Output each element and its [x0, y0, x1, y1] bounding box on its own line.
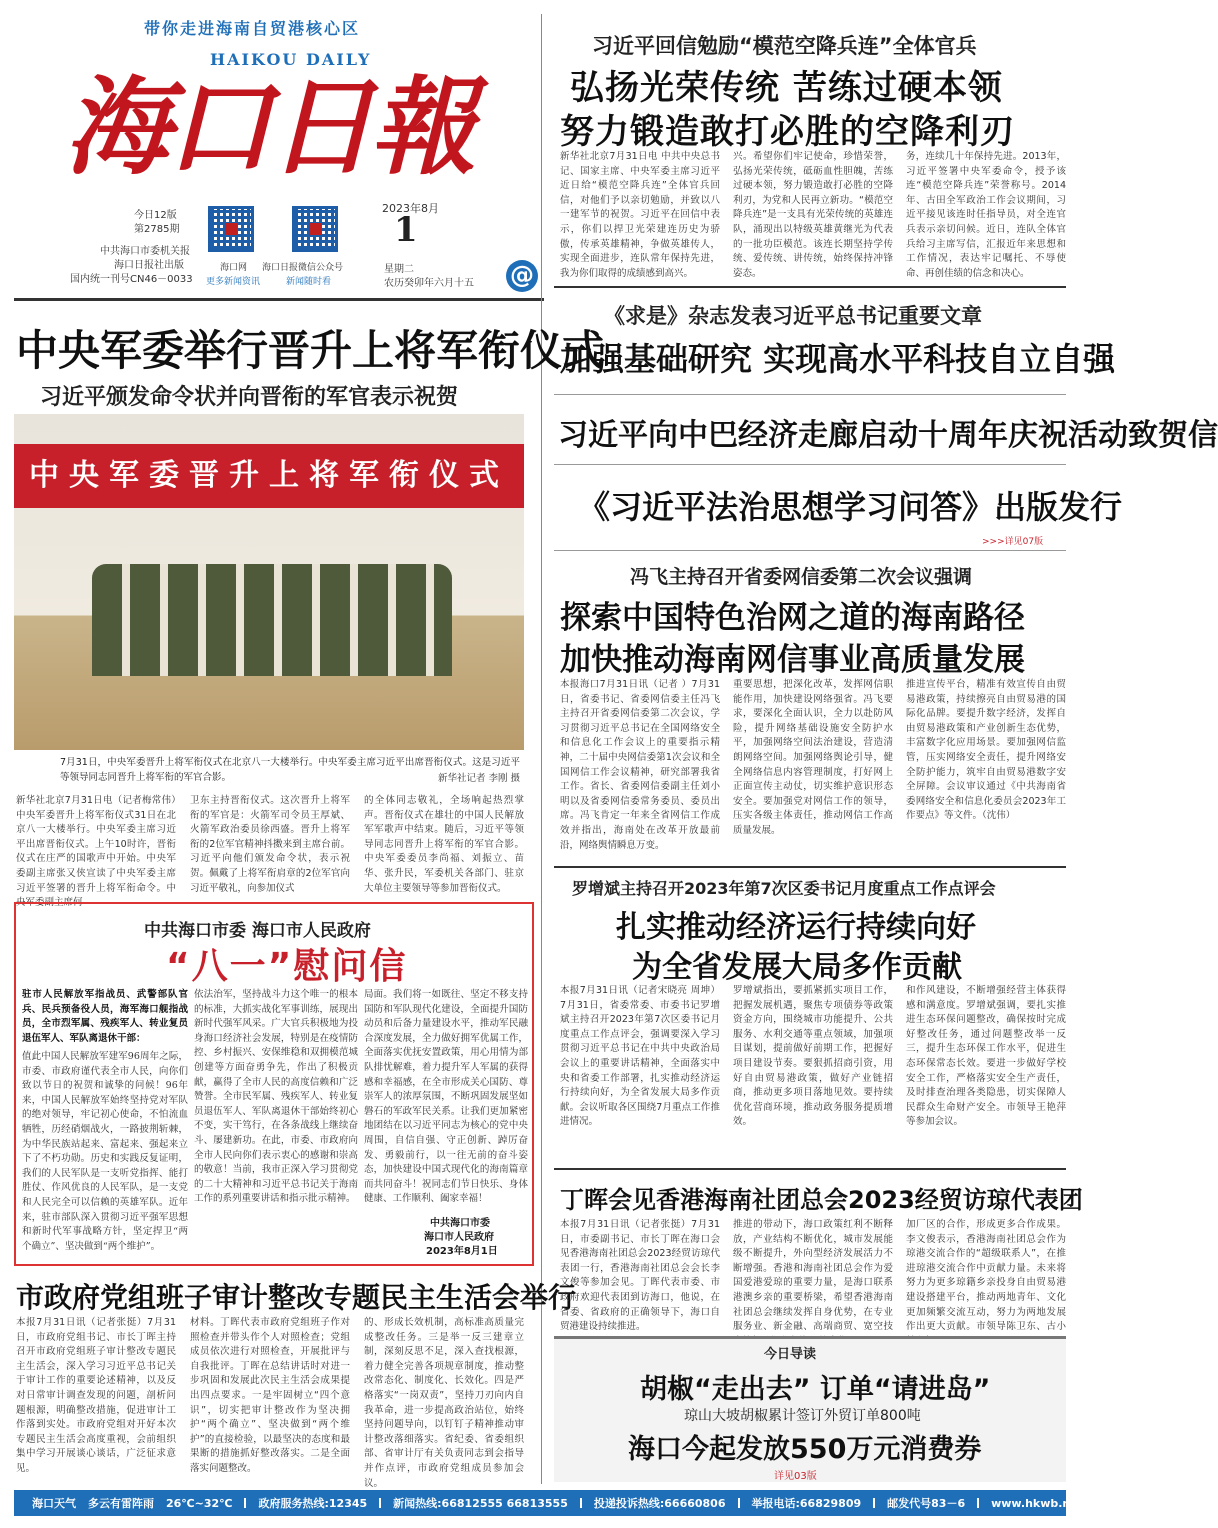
qiushi-headline: 加强基础研究 实现高水平科技自立自强: [560, 340, 1116, 378]
date-day: 1: [394, 210, 418, 250]
qiushi-rule: [554, 394, 1066, 395]
letter-sign-2: 海口市人民政府: [424, 1232, 494, 1243]
main-col-1: 新华社北京7月31日电（记者梅常伟）中央军委晋升上将军衔仪式31日在北京八一大楼举行。中央军委主席习近平出席晋衔仪式。上午10时许，晋衔仪式在庄严的国歌声中开始。中央军委副主席张又侠宣读了中央军委主席习近平签署的晋升上将军衔命令。中央军委副主席何: [16, 795, 176, 909]
letter-title: “八一”慰问信: [166, 946, 408, 987]
footer-weather: 海口天气: [32, 1497, 76, 1510]
book-rule: [554, 550, 1066, 551]
masthead-english: HAIKOU DAILY: [210, 50, 372, 69]
publication-number: 国内统一刊号CN46－0033: [70, 274, 193, 285]
qr1-sub: 更多新闻资讯: [206, 277, 261, 287]
haikou-web-qr-icon[interactable]: [208, 206, 254, 252]
internet-headline-1: 探索中国特色治网之道的海南路径: [560, 600, 1025, 636]
masthead-slogan: 带你走进海南自贸港核心区: [144, 19, 361, 38]
book-headline: 《习近平法治思想学习问答》出版发行: [578, 488, 1123, 526]
hk-col-3: 加厂区的合作，形成更多合作成果。李文俊表示，香港海南社团总会作为琼港交流合作的“超级联系人”，在推进琼港交流合作中贡献力量。未来将努力为更多琼籍乡亲投身自由贸易港建设搭建平台，推动两地青年、文化更加频繁交流互动，努力为两地发展作出更大贡献。市领导陈卫东、古小: [906, 1219, 1066, 1333]
eval-col-2: 罗增斌指出，要抓紧抓实项目工作，把握发展机遇，聚焦专项债券等政策资金方向，围绕城市功能提升、公共服务、水利交通等重点领域，加强项目谋划，提前做好前期工作，把握好项目建设节奏。要狠抓招商引资，用好自由贸易港政策，做好产业链招商，推动更多项目落地见效。要持续优化营商环境，推动政务服务提质增效。: [733, 985, 893, 1128]
main-subhead: 习近平颁发命令状并向晋衔的军官表示祝贺: [40, 385, 459, 410]
letter-box: [14, 902, 534, 1266]
airborne-col-2: 兴。希望你们牢记使命，珍惜荣誉，弘扬光荣传统，砥砺血性胆魄，苦练过硬本领，努力锻造敢打必胜的空降利刃，为党和人民再立新功。“模范空降兵连”是一支具有光荣传统的英雄连队，涌现出以特级英雄黄继光为代表的一批功臣模范。该连长期坚持学传统、爱传统、讲传统，始终保持冲锋姿态。: [733, 151, 893, 279]
hk-col-2: 推进的带动下，海口政策红利不断释放，产业结构不断优化，城市发展能级不断提升，外向型经济发展活力不断增强。香港和海南社团总会作为爱国爱港爱琼的重要力量，是海口联系港澳乡亲的重要桥梁，希望香港海南社团总会继续发挥自身优势，在专业服务业、新金融、高端商贸、宽空技: [733, 1219, 893, 1333]
masthead: [14, 10, 534, 296]
qr2-sub: 新闻随时看: [286, 277, 332, 287]
eval-rule: [554, 1168, 1066, 1170]
square-icon: [738, 1498, 740, 1508]
main-photo: [14, 414, 524, 750]
footer-gov-hotline: 政府服务热线:12345: [258, 1497, 368, 1510]
guide-label: 今日导读: [764, 1347, 817, 1362]
cpec-headline: 习近平向中巴经济走廊启动十周年庆祝活动致贺信: [558, 418, 1218, 453]
internet-kicker: 冯飞主持召开省委网信委第二次会议强调: [630, 566, 973, 588]
guide-jump-link[interactable]: 详见03版: [774, 1471, 817, 1482]
audit-col-1: 本报7月31日讯（记者张挺）7月31日，市政府党组书记、市长丁晖主持召开市政府党组班子审计整改专题民主生活会，深入学习习近平总书记关于审计工作的重要论述精神，以及反对日常审计调查发现的问题，剖析问题根源，明确整改措施，促进审计工作落到实处。市政府党组对开好本次专题民主生活会高度重视，会前组织集中学习开展谈心谈话，广泛征求意见。: [16, 1317, 176, 1474]
square-icon: [580, 1498, 582, 1508]
square-icon: [244, 1498, 246, 1508]
eval-col-3: 和作风建设，不断增强经营主体获得感和满意度。罗增斌强调，要扎实推进生态环保问题整改，确保按时完成好整改任务，通过问题整改举一反三，提升生态环保工作水平，促进生态环保常态长效。要进一步做好学校安全工作，严格落实安全生产责任，及时排查治理各类隐患，切实保障人民群众生命财产安全。市领导王艳萍等参加会议。: [906, 985, 1066, 1128]
guide-box: [554, 1336, 1066, 1482]
internet-col-1: 本报海口7月31日讯（记者 ）7月31日，省委书记、省委网信委主任冯飞主持召开省委网信委第二次会议，学习贯彻习近平总书记在全国网络安全和信息化工作会议上的重要指示精神，二十届中央网信委第1次会议和全国网信工作会议精神，研究部署我省工作。省长、省委网信委副主任刘小明以及省委网信委常务委员、委员出席。冯飞肯定一年来全省网信工作成效并指出，海南处在改革开放最前沿，网络舆情瞬息万变。: [560, 679, 720, 851]
lunar-date: 农历癸卯年六月十五: [384, 278, 474, 289]
page-count: 今日12版: [134, 210, 177, 221]
footer-news-hotline: 新闻热线:66812555 66813555: [393, 1497, 568, 1510]
airborne-kicker: 习近平回信勉励“模范空降兵连”全体官兵: [592, 34, 977, 58]
eval-col-1: 本报7月31日讯（记者宋晓亮 周坤）7月31日，省委常委、市委书记罗增斌主持召开2023年第7次区委书记月度重点工作点评会，强调要深入学习贯彻习近平总书记在中共中央政治局会议上的重要讲话精神，全面落实中央和省委工作部署，扎实推动经济运行持续向好，为全省发展大局多作贡献。会议听取各区围绕7月重点工作推进情况。: [560, 985, 720, 1128]
footer-temp: 26℃~32℃: [166, 1496, 233, 1510]
letter-col-2: 依法治军，坚持战斗力这个唯一的根本的标准，大抓实战化军事训练，展现出新时代强军风采。广大官兵积极地为投身海口经济社会发展，特别是在疫情防控、乡村振兴、安保维稳和双拥模范城创建等方面奋勇争先，作出了积极贡献，赢得了全市人民的高度信赖和广泛赞誉。全市民军属、残疾军人、转业复员退伍军人、军队离退休干部始终初心不变，实干笃行，在各条战线上继续奋斗、屡建新功。在此，市委、市政府向全市人民向你们表示衷心的感谢和崇高的敬意！当前，我市正深入学习贯彻党的二十大精神和习近平总书记关于海南工作的系列重要讲话和指示批示精神。: [194, 989, 358, 1205]
internet-col-3: 推进宣传平台，精准有效宣传自由贸易港政策，持续擦亮自由贸易港的国际化品牌。要提升数字经济，发挥自由贸易港政策和产业创新生态优势，丰富数字化应用场景。要加强网信监管，压实网络安全责任，提升网络安全防护能力，筑牢自由贸易港数字安全屏障。会议审议通过《中共海南省委网络安全和信息化委员会2023年工作要点》等文件。（沈伟）: [906, 679, 1066, 822]
audit-col-3: 的、形成长效机制，高标准高质量完成整改任务。三是举一反三建章立制，深刻反思不足，深入查找根源，着力健全完善各项规章制度，推动整改常态化、制度化、长效化。四是严格落实“一岗双责”，坚持刀刃向内自我革命，进一步提高政治站位，始终坚持问题导向，以钉钉子精神推动审计整改落细落实。省纪委、省委组织部、省审计厅有关负责同志到会指导并作点评，市政府党组成员参加会议。: [364, 1317, 524, 1489]
weekday: 星期二: [384, 264, 414, 275]
audit-headline: 市政府党组班子审计整改专题民主生活会举行: [16, 1281, 577, 1314]
book-jump-link[interactable]: >>>详见07版: [982, 537, 1044, 547]
main-col-2: 卫东主持晋衔仪式。这次晋升上将军衔的军官是：火箭军司令员王厚斌、火箭军政治委员徐西盛。晋升上将军衔的2位军官精神抖擞来到主席台前。习近平向他们颁发命令状，表示祝贺。佩戴了上将军衔肩章的2位军官向习近平敬礼，向参加仪式: [190, 795, 350, 894]
audit-col-2: 材料。丁晖代表市政府党组班子作对照检查并带头作个人对照检查；党组成员依次进行对照检查，开展批评与自我批评。丁晖在总结讲话时对进一步巩固和发展此次民主生活会成果提出四点要求。一是牢固树立“四个意识”，切实把审计整改作为坚决拥护“两个确立”、坚决做到“两个维护”的直接检验，以最坚决的态度和最果断的措施抓好整改落实。二是全面落实问题整改。: [190, 1317, 350, 1474]
photo-caption: 7月31日，中央军委晋升上将军衔仪式在北京八一大楼举行。中央军委主席习近平出席晋衔仪式。这是习近平等领导同志同晋升上将军衔的军官合影。: [60, 757, 520, 783]
letter-lead: 驻市人民解放军指战员、武警部队官兵、民兵预备役人员，海军海口舰指战员，全市烈军属、残疾军人、转业复员退伍军人、军队离退休干部：: [22, 989, 188, 1044]
eval-kicker: 罗增斌主持召开2023年第7次区委书记月度重点工作点评会: [572, 879, 996, 898]
column-divider: [541, 14, 542, 1484]
letter-col-3: 局面。我们将一如既往、坚定不移支持国防和军队现代化建设，全面提升国防动员和后备力量建设水平，推动军民融合深度发展，全力做好拥军优属工作，全面落实优抚安置政策，用心用情为部队排忧解难，着力提升军人军属的获得感和幸福感，在全市形成关心国防、尊崇军人的浓厚氛围，不断巩固发展坚如磐石的军政军民关系。让我们更加紧密地团结在以习近平同志为核心的党中央周围，自信自强、守正创新、踔厉奋发、勇毅前行，以一往无前的奋斗姿态，加快建设中国式现代化的海南篇章而共同奋斗！祝同志们节日快乐、身体健康、工作顺利、阖家幸福！: [364, 989, 528, 1205]
airborne-rule: [554, 286, 1066, 288]
at-icon[interactable]: @: [506, 260, 538, 292]
letter-sign-1: 中共海口市委: [430, 1218, 490, 1229]
letter-kicker: 中共海口市委 海口市人民政府: [144, 921, 371, 941]
square-icon: [873, 1498, 875, 1508]
square-icon: [977, 1498, 979, 1508]
footer-weather-desc: 多云有雷阵雨: [88, 1497, 154, 1510]
internet-rule: [554, 866, 1066, 868]
internet-col-2: 重要思想，把深化改革，发挥网信职能作用，加快建设网络强省。冯飞要求，要深化全面认识，全力以赴防风险，提升网络基础设施安全防护水平，加强网络空间法治建设，营造清朗网络空间。加强网络舆论引导，健全网络信息内容管理制度，打好网上正面宣传主动仗，切实维护意识形态安全。要加强党对网信工作的领导，压实各级主体责任，推动网信工作高质量发展。: [733, 679, 893, 836]
photo-credit: 新华社记者 李刚 摄: [437, 773, 520, 784]
square-icon: [379, 1498, 381, 1508]
masthead-rule: [14, 298, 544, 301]
letter-col-1: 值此中国人民解放军建军96周年之际，市委、市政府谨代表全市人民，向你们致以节日的祝贺和诚挚的问候！96年来，中国人民解放军始终坚持党对军队的绝对领导，牢记初心使命，不怕流血牺牲，历经硝烟战火，一路披荆斩棘，为中华民族站起来、富起来、强起来立下了不朽功勋。历史和实践反复证明，我们的人民军队是一支听党指挥、能打胜仗、作风优良的人民军队，是一支党和人民完全可以信赖的英雄军队。近年来，驻市部队深入贯彻习近平强军思想和新时代军事战略方针，坚定捍卫“两个确立”、坚决做到“两个维护”。: [22, 1051, 188, 1252]
sponsor-line-2: 海口日报社出版: [114, 260, 184, 271]
qiushi-kicker: 《求是》杂志发表习近平总书记重要文章: [604, 304, 982, 328]
qr2-label: 海口日报微信公众号: [262, 263, 344, 273]
footer-delivery-hotline: 投递投诉热线:66660806: [593, 1497, 726, 1510]
letter-date: 2023年8月1日: [426, 1246, 498, 1257]
airborne-headline-2: 努力锻造敢打必胜的空降利刃: [560, 112, 1015, 152]
photo-banner: 中央军委晋升上将军衔仪式: [14, 444, 524, 508]
guide-title-2[interactable]: 海口今起发放550万元消费券: [628, 1434, 982, 1465]
airborne-col-3: 务，连续几十年保持先进。2013年，习近平签署中央军委命令，授予该连“模范空降兵连”荣誉称号。2014年、古田全军政治工作会议期间，习近平接见该连时任指导员，对全连官兵表示亲切问候。近日，连队全体官兵给习主席写信，汇报近年来思想和工作情况，表达牢记嘱托、不辱使命、再创佳绩的信念和决心。: [906, 151, 1066, 279]
eval-headline-2: 为全省发展大局多作贡献: [632, 950, 962, 985]
main-headline: 中央军委举行晋升上将军衔仪式: [16, 326, 605, 375]
airborne-headline-1: 弘扬光荣传统 苦练过硬本领: [570, 68, 1003, 108]
hk-headline: 丁晖会见香港海南社团总会2023经贸访琼代表团: [560, 1186, 1083, 1214]
photo-figures: [92, 564, 452, 676]
guide-sub-1: 琼山大坡胡椒累计签订外贸订单800吨: [684, 1408, 921, 1424]
airborne-col-1: 新华社北京7月31日电 中共中央总书记、国家主席、中央军委主席习近平近日给“模范空降兵连”全体官兵回信，对他们予以亲切勉励，并致以八一建军节的祝贺。习近平在回信中表示，你们以捍卫光荣建连历史为骄傲，传承英雄精神，争做英雄传人，实现全面进步，连队常年保持先进，我为你们取得的成绩感到高兴。: [560, 151, 720, 279]
guide-title-1[interactable]: 胡椒“走出去” 订单“请进岛”: [640, 1374, 991, 1405]
wechat-qr-icon[interactable]: [292, 206, 338, 252]
internet-headline-2: 加快推动海南网信事业高质量发展: [560, 642, 1025, 678]
issue-number: 第2785期: [134, 224, 180, 235]
qr1-label: 海口网: [220, 263, 248, 273]
date-year-month: 2023年8月: [382, 202, 439, 215]
masthead-logo: 海口日報: [64, 64, 472, 189]
footer-report-phone: 举报电话:66829809: [751, 1497, 862, 1510]
sponsor-line-1: 中共海口市委机关报: [100, 246, 190, 257]
hk-col-1: 本报7月31日讯（记者张挺）7月31日，市委副书记、市长丁晖在海口会见香港海南社团总会2023经贸访琼代表团一行，香港海南社团总会会长李文俊等参加会见。丁晖代表市委、市政府欢迎代表团到访海口，他说，在省委、省政府的正确领导下，海口自贸港建设持续推进。: [560, 1219, 720, 1333]
cpec-rule: [554, 464, 1066, 465]
footer-postal-code: 邮发代号83－6: [887, 1497, 966, 1510]
eval-headline-1: 扎实推动经济运行持续向好: [616, 910, 976, 945]
footer-website-link[interactable]: www.hkwb.net: [991, 1496, 1083, 1510]
footer-bar: [14, 1490, 1083, 1516]
main-col-3: 的全体同志敬礼，全场响起热烈掌声。晋衔仪式在雄壮的中国人民解放军军歌声中结束。随后，习近平等领导同志同晋升上将军衔的军官合影。中央军委委员李尚福、刘振立、苗华、张升民，军委机关各部门、驻京大单位主要领导等参加晋衔仪式。: [364, 795, 524, 894]
